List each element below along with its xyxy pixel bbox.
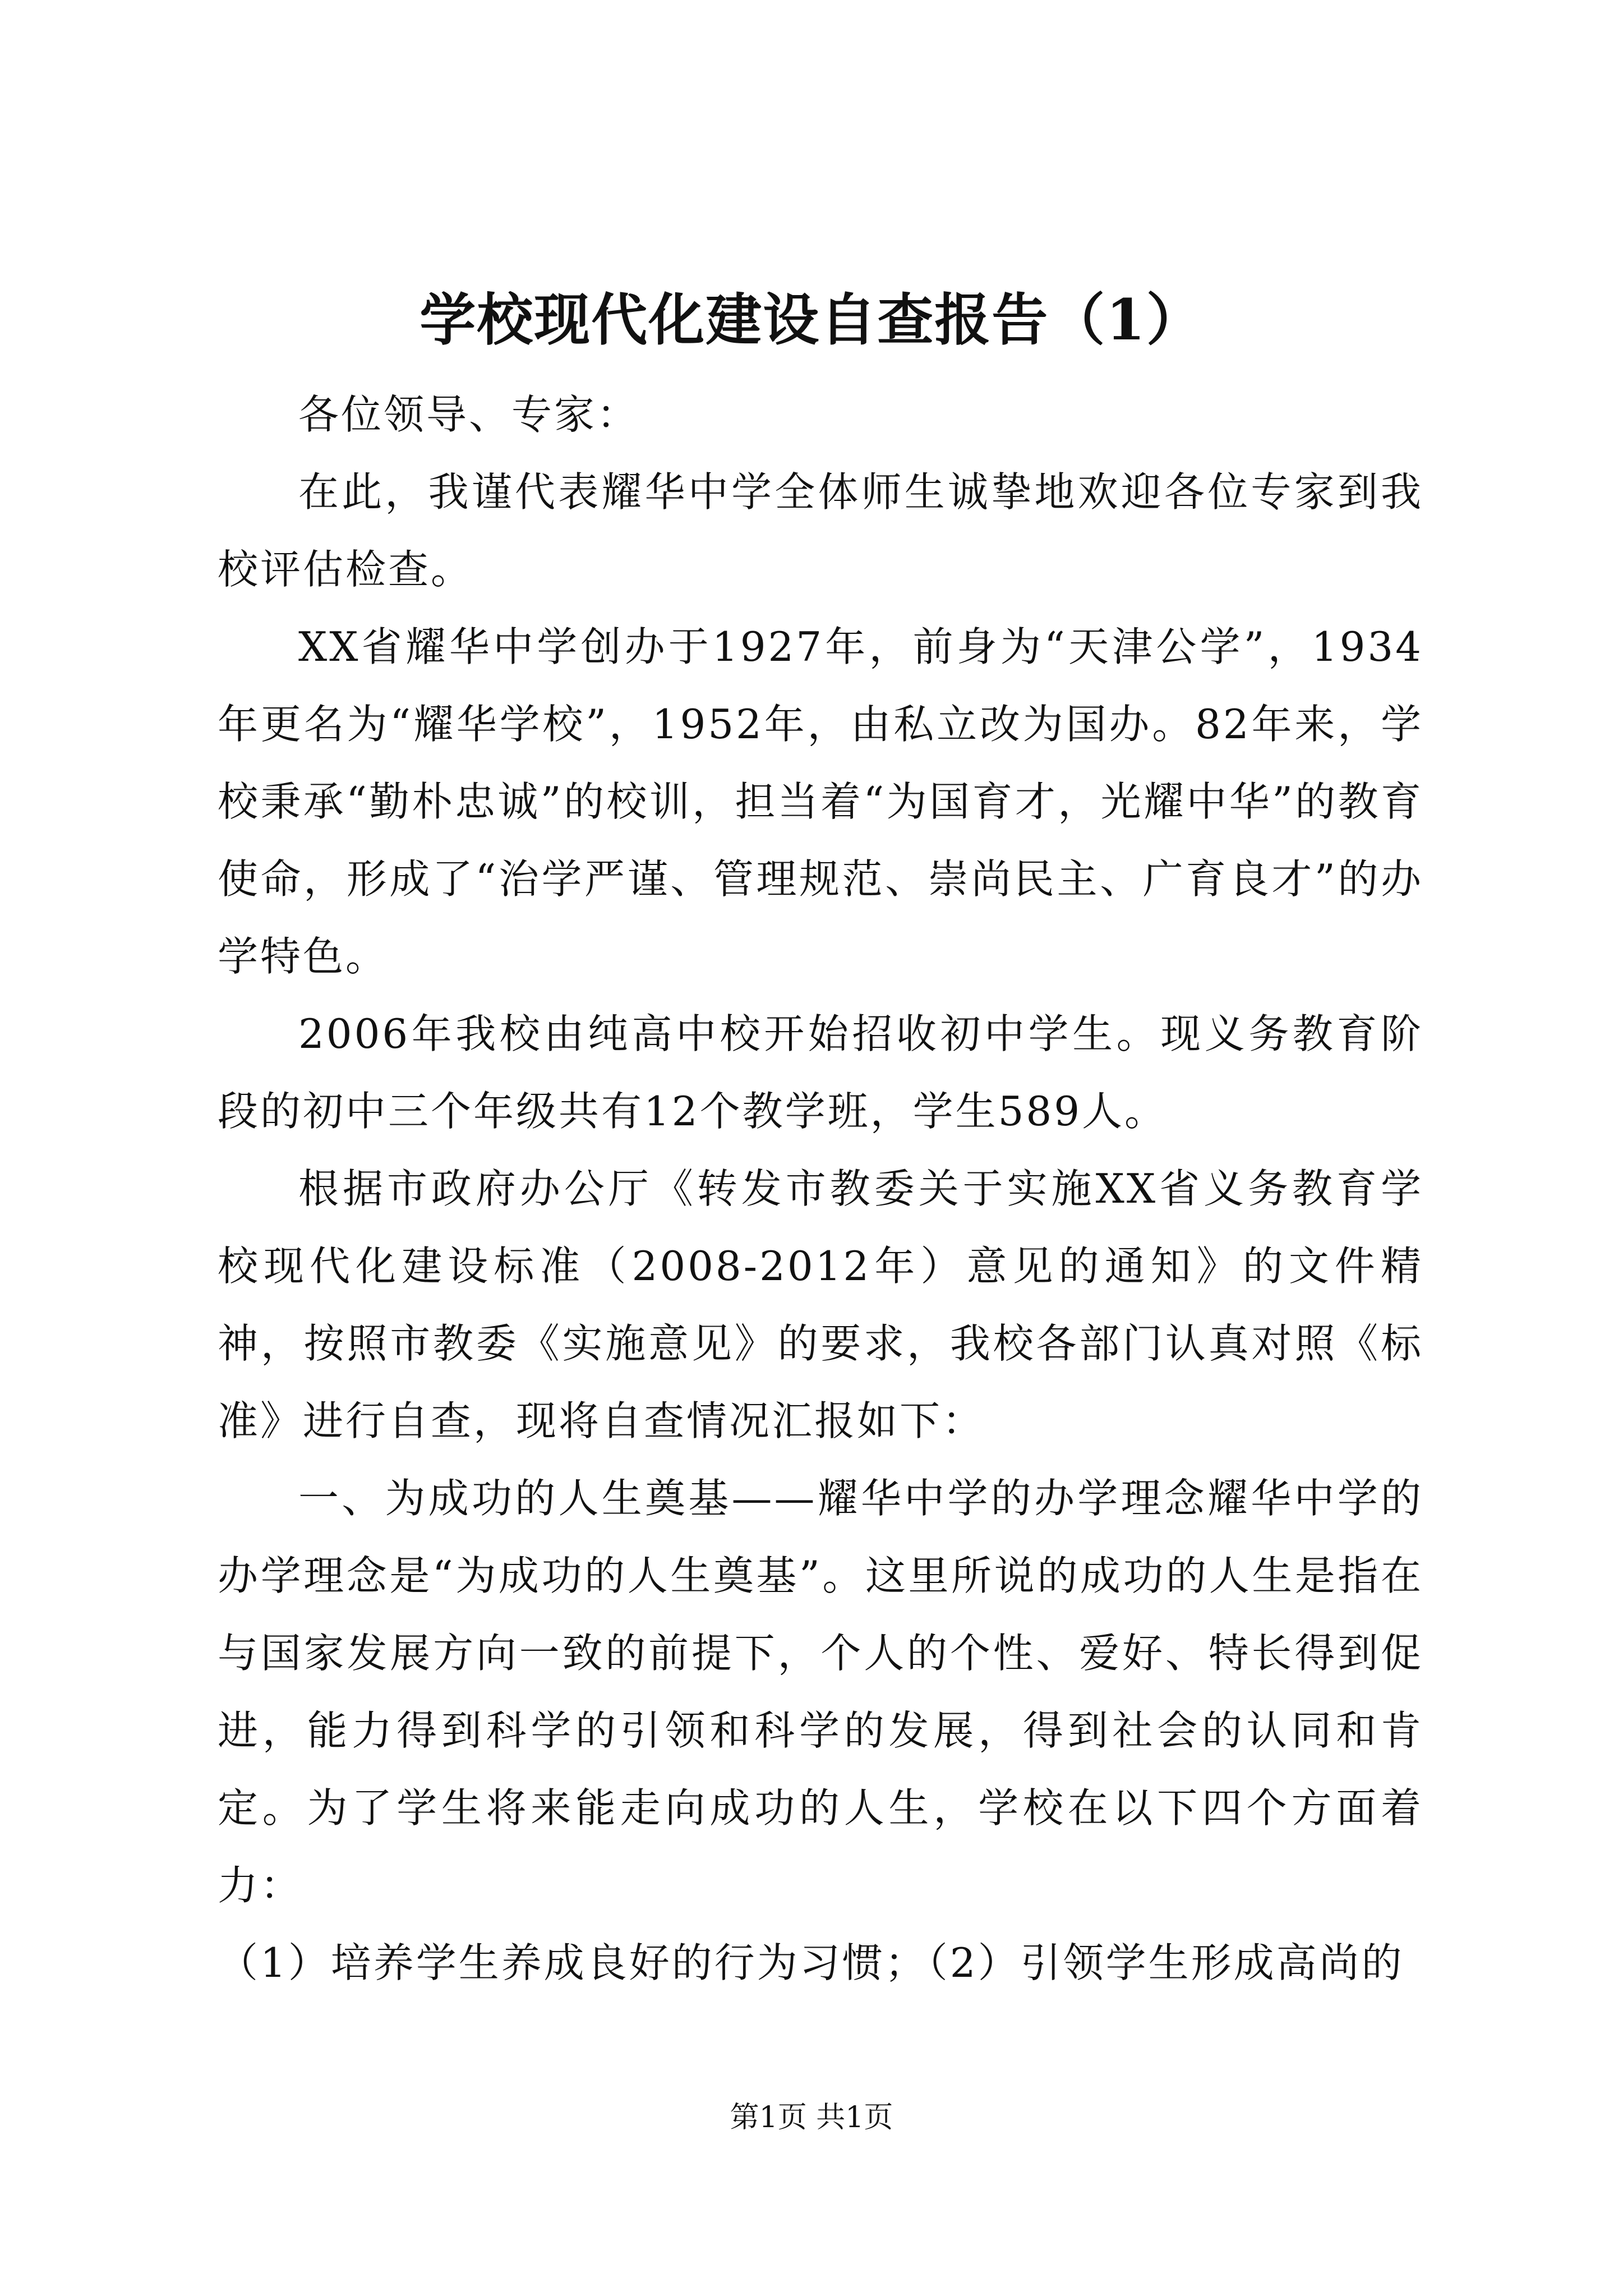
document-body xyxy=(218,376,1423,2001)
page-footer: 第1页 共1页 xyxy=(730,2101,893,2134)
paragraph-continuation: （1）培养学生养成良好的行为习惯；（2）引领学生形成高尚的 xyxy=(218,1939,1404,1986)
paragraph-welcome: 在此，我谨代表耀华中学全体师生诚挚地欢迎各位专家到我校评估检查。 xyxy=(218,468,1423,593)
paragraph-salutation: 各位领导、专家： xyxy=(298,391,640,438)
paragraph-school-history: XX省耀华中学创办于1927年，前身为“天津公学”，1934年更名为“耀华学校”，1952年，由私立改为国办。82年来，学校秉承“勤朴忠诚”的校训，担当着“为国育才，光耀中华”的教育使命，形成了“治学严谨、管理规范、崇尚民主、广育良才”的办学特色。 xyxy=(218,623,1423,980)
paragraph-philosophy: 一、为成功的人生奠基——耀华中学的办学理念耀华中学的办学理念是“为成功的人生奠基”。这里所说的成功的人生是指在与国家发展方向一致的前提下，个人的个性、爱好、特长得到促进，能力得到科学的引领和科学的发展，得到社会的认同和肯定。为了学生将来能走向成功的人生，学校在以下四个方面着力： xyxy=(218,1475,1423,1909)
paragraph-basis: 根据市政府办公厅《转发市教委关于实施XX省义务教育学校现代化建设标准（2008-2012年）意见的通知》的文件精神，按照市教委《实施意见》的要求，我校各部门认真对照《标准》进行自查，现将自查情况汇报如下： xyxy=(218,1165,1423,1444)
document-title: 学校现代化建设自查报告（1） xyxy=(419,287,1204,353)
paragraph-enrollment: 2006年我校由纯高中校开始招收初中学生。现义务教育阶段的初中三个年级共有12个教学班，学生589人。 xyxy=(218,1010,1423,1135)
